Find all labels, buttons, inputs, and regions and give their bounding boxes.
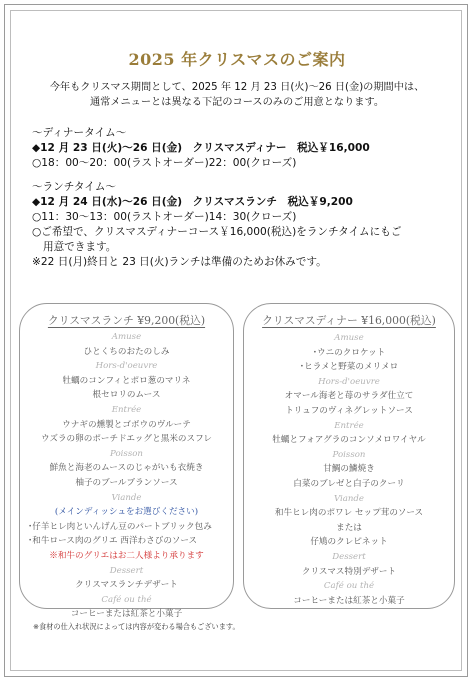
lunch-wagyu-note: ※和牛のグリエはお二人様より承ります [49,550,204,561]
lunch-course-heading: Café ou thé [101,594,152,605]
dinner-menu-item: クリスマス特別デザート [301,566,397,577]
lunch-note-2: ※22 日(月)終日と 23 日(火)ランチは準備のためお休みです。 [32,256,327,268]
dinner-menu-item: コーヒーまたは紅茶と小菓子 [293,595,405,606]
lunch-course-heading: Entrée [111,404,142,415]
lunch-course-heading: Poisson [110,448,143,459]
lunch-course-heading: Viande [111,492,142,503]
lunch-menu-item: 鮮魚と海老のムースのじゃがいも衣焼き [49,463,204,474]
dinner-menu-item: トリュフのヴィネグレットソース [285,405,413,416]
lunch-menu-item: コーヒーまたは紅茶と小菓子 [70,609,183,620]
dinner-course-heading: Viande [333,493,365,504]
lunch-menu-item: ウナギの燻製とゴボウのヴルーテ [62,419,191,430]
dinner-time-line: ○18：00～20：00(ラストオーダー)22：00(クローズ) [32,157,297,169]
lunch-menu-item: ひとくちのおたのしみ [83,346,170,357]
lunch-main-option: ･和牛ロース肉のグリエ 西洋わさびのソース [28,536,198,547]
dinner-heading: ～ディナータイム～ [32,127,127,139]
dinner-menu-item: 甘鯛の鱗焼き [323,464,375,475]
intro-text [0,80,474,110]
footer-note: ※食材の仕入れ状況によっては内容が変わる場合もございます。 [33,622,240,631]
dinner-menu-box [243,303,455,609]
lunch-time-line: ○11：30～13：00(ラストオーダー)14：30(クローズ) [32,211,297,223]
lunch-heading: ～ランチタイム～ [32,181,117,193]
dinner-menu-item: 牡蠣とフォアグラのコンソメロワイヤル [272,435,426,446]
lunch-note-1b: 用意できます。 [43,241,117,253]
lunch-menu-list [20,330,233,622]
lunch-menu-item: クリスマスランチデザート [75,580,178,591]
dinner-menu-title: クリスマスディナー ¥16,000(税込) [262,314,436,327]
dinner-course-heading: Hors-d'oeuvre [318,376,380,387]
lunch-section [32,180,401,270]
dinner-course-heading: Café ou thé [323,581,375,592]
lunch-main-option: ･仔羊ヒレ肉といんげん豆のパートブリック包み [28,521,212,532]
intro-line-1: 今年もクリスマス期間として、2025 年 12 月 23 日(火)～26 日(金)の期間中は、 [49,82,425,93]
dinner-course-heading: Amuse [334,333,364,343]
dinner-menu-item: 和牛ヒレ肉のポワレ セップ茸のソース [274,508,424,519]
lunch-main-choice-note: (メインディッシュをお選びください) [54,507,199,518]
dinner-menu-list [244,331,454,608]
dinner-menu-item: オマール海老と苺のサラダ仕立て [284,391,414,402]
dinner-section [32,126,370,171]
lunch-menu-item: 根セロリのムース [92,390,161,401]
dinner-menu-item: または [336,522,362,533]
lunch-course-heading: Amuse [111,332,142,342]
intro-line-2: 通常メニューとは異なる下記のコースのみのご用意となります。 [89,97,385,108]
lunch-course-heading: Hors-d'oeuvre [95,361,158,372]
lunch-date-line: ◆12 月 24 日(水)～26 日(金) クリスマスランチ 税込￥9,200 [32,196,353,208]
lunch-menu-item: 牡蠣のコンフィとポロ葱のマリネ [62,375,191,386]
dinner-course-heading: Poisson [332,449,366,460]
lunch-menu-item: ウズラの卵のポーチドエッグと黒米のスフレ [41,434,212,445]
lunch-menu-title: クリスマスランチ ¥9,200(税込) [47,314,206,327]
dinner-menu-item: 白菜のブレゼと白子のクーリ [293,478,405,489]
dinner-menu-item: ･ヒラメと野菜のメリメロ [299,362,399,373]
lunch-menu-item: 柚子のブールブランソース [75,477,178,488]
lunch-note-1a: ○ご希望で、クリスマスディナーコース￥16,000(税込)をランチタイムにもご [32,226,402,238]
dinner-date-line: ◆12 月 23 日(火)～26 日(金) クリスマスディナー 税込￥16,000 [32,142,370,154]
lunch-course-heading: Dessert [109,565,144,576]
dinner-menu-item: ･ウニのクロケット [312,347,386,358]
page-title: 2025 年クリスマスのご案内 [128,50,346,69]
lunch-menu-box [19,303,234,620]
dinner-course-heading: Entrée [334,420,364,431]
dinner-menu-item: 仔鳩のクレピネット [310,537,388,548]
dinner-course-heading: Dessert [332,551,366,562]
